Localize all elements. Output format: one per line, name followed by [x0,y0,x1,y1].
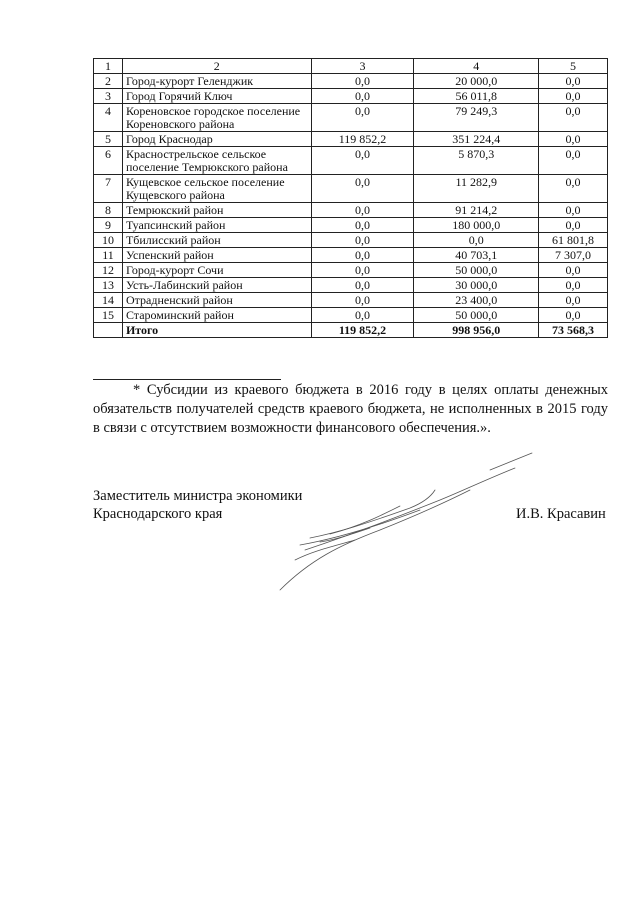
row-number: 15 [94,308,123,323]
row-value-col4: 79 249,3 [414,104,539,132]
table-row [94,293,608,308]
row-value-col5: 7 307,0 [539,248,608,263]
header-cell: 3 [311,59,414,74]
row-value-col5: 0,0 [539,147,608,175]
row-value-col4: 0,0 [414,233,539,248]
row-number: 9 [94,218,123,233]
total-empty-cell [94,323,123,338]
row-name: Тбилисский район [122,233,311,248]
row-number: 10 [94,233,123,248]
table-row [94,233,608,248]
row-number: 11 [94,248,123,263]
row-name: Темрюкский район [122,203,311,218]
row-value-col4: 50 000,0 [414,308,539,323]
footnote-text: * Субсидии из краевого бюджета в 2016 году в целях оплаты денежных обязательств получателей средств краевого бюджета, не исполненных в 2015 году в связи с отсутствием возможности финансового обеспечения.». [93,382,608,436]
row-value-col3: 0,0 [311,147,414,175]
row-name: Отрадненский район [122,293,311,308]
row-value-col5: 0,0 [539,175,608,203]
table-row [94,203,608,218]
total-col3: 119 852,2 [311,323,414,338]
row-value-col4: 20 000,0 [414,74,539,89]
row-name: Город-курорт Геленджик [122,74,311,89]
row-value-col5: 0,0 [539,278,608,293]
row-name: Успенский район [122,248,311,263]
header-cell: 4 [414,59,539,74]
row-value-col4: 23 400,0 [414,293,539,308]
total-col4: 998 956,0 [414,323,539,338]
row-value-col3: 119 852,2 [311,132,414,147]
row-value-col3: 0,0 [311,104,414,132]
row-value-col4: 40 703,1 [414,248,539,263]
row-name: Город Краснодар [122,132,311,147]
table-header-row [94,59,608,74]
row-number: 2 [94,74,123,89]
header-cell: 1 [94,59,123,74]
total-label: Итого [122,323,311,338]
row-value-col3: 0,0 [311,293,414,308]
row-value-col4: 180 000,0 [414,218,539,233]
table-row [94,308,608,323]
row-number: 4 [94,104,123,132]
row-value-col3: 0,0 [311,248,414,263]
row-number: 13 [94,278,123,293]
row-value-col5: 0,0 [539,89,608,104]
row-number: 12 [94,263,123,278]
row-number: 7 [94,175,123,203]
table-row [94,74,608,89]
signatory-name: И.В. Красавин [516,506,606,522]
row-value-col5: 0,0 [539,132,608,147]
table-total-row [94,323,608,338]
row-value-col5: 0,0 [539,293,608,308]
row-number: 14 [94,293,123,308]
row-name: Город-курорт Сочи [122,263,311,278]
table-row [94,89,608,104]
table-row [94,132,608,147]
row-value-col4: 91 214,2 [414,203,539,218]
row-value-col3: 0,0 [311,278,414,293]
table-row [94,104,608,132]
table-row [94,175,608,203]
row-value-col3: 0,0 [311,308,414,323]
row-value-col4: 30 000,0 [414,278,539,293]
table-row [94,147,608,175]
table-row [94,248,608,263]
handwritten-signature [270,450,540,600]
row-number: 5 [94,132,123,147]
row-value-col5: 0,0 [539,203,608,218]
row-value-col3: 0,0 [311,263,414,278]
row-value-col4: 5 870,3 [414,147,539,175]
subsidy-table [93,58,608,338]
row-value-col4: 56 011,8 [414,89,539,104]
table-row [94,218,608,233]
footnote-separator [93,379,281,380]
row-value-col5: 0,0 [539,218,608,233]
row-name: Город Горячий Ключ [122,89,311,104]
row-number: 3 [94,89,123,104]
row-value-col3: 0,0 [311,89,414,104]
total-col5: 73 568,3 [539,323,608,338]
signatory-title-line: Заместитель министра экономики [93,488,303,504]
row-value-col3: 0,0 [311,218,414,233]
row-value-col4: 50 000,0 [414,263,539,278]
row-value-col5: 0,0 [539,263,608,278]
table-row [94,263,608,278]
row-value-col3: 0,0 [311,203,414,218]
row-name: Туапсинский район [122,218,311,233]
row-value-col3: 0,0 [311,233,414,248]
table-row [94,278,608,293]
row-name: Кущевское сельское поселение Кущевского района [122,175,311,203]
header-cell: 5 [539,59,608,74]
header-cell: 2 [122,59,311,74]
row-value-col4: 351 224,4 [414,132,539,147]
row-value-col5: 0,0 [539,308,608,323]
row-name: Краснострельское сельское поселение Темрюкского района [122,147,311,175]
row-value-col3: 0,0 [311,74,414,89]
row-number: 6 [94,147,123,175]
row-name: Староминский район [122,308,311,323]
row-value-col5: 0,0 [539,74,608,89]
row-value-col3: 0,0 [311,175,414,203]
row-value-col4: 11 282,9 [414,175,539,203]
signatory-title-line: Краснодарского края [93,506,223,522]
subsidy-table-body [94,59,608,338]
row-value-col5: 0,0 [539,104,608,132]
row-number: 8 [94,203,123,218]
row-value-col5: 61 801,8 [539,233,608,248]
row-name: Кореновское городское поселение Кореновского района [122,104,311,132]
row-name: Усть-Лабинский район [122,278,311,293]
